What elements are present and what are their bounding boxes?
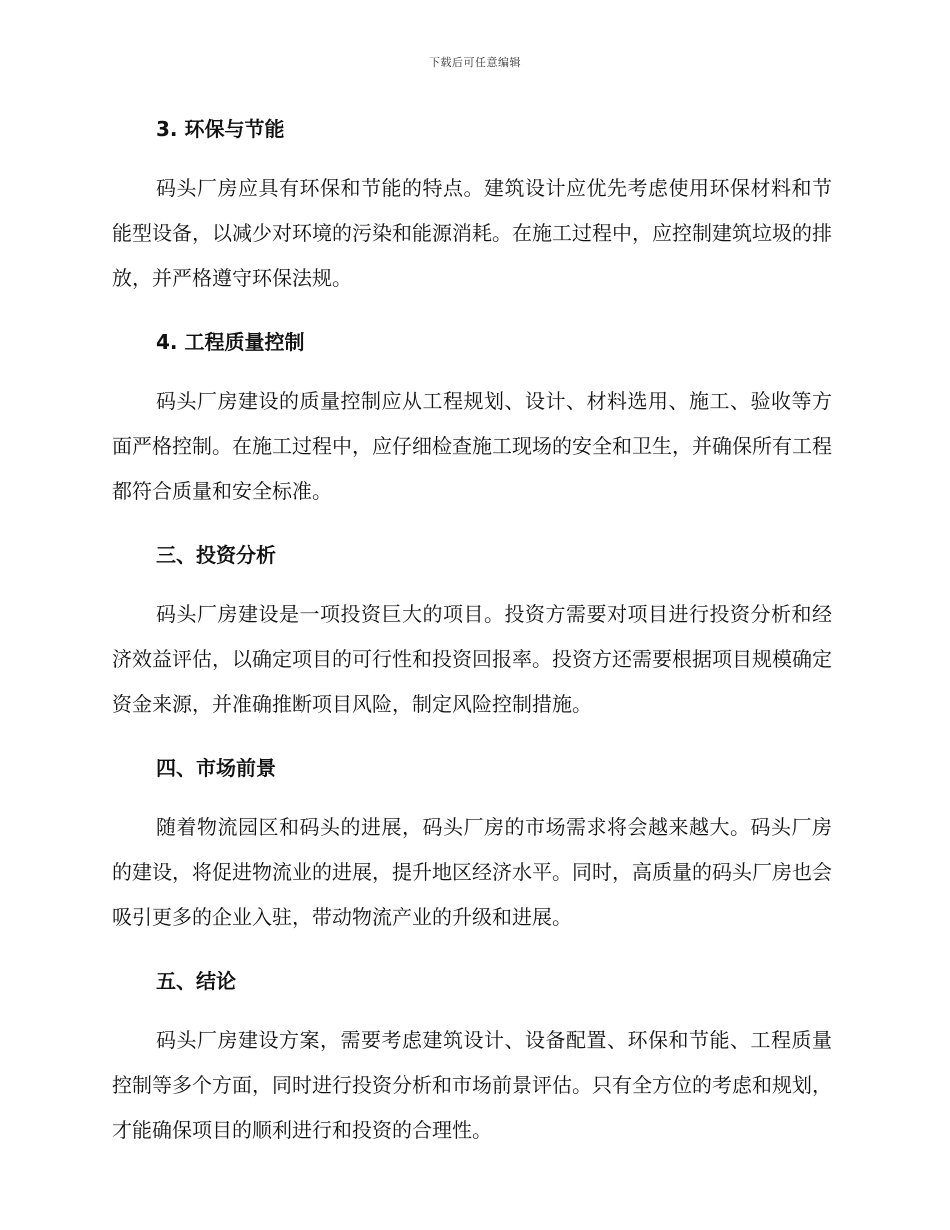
section-heading-quality-control: 4. 工程质量控制 xyxy=(156,330,305,354)
section-body-quality-control: 码头厂房建设的质量控制应从工程规划、设计、材料选用、施工、验收等方面严格控制。在施工过程中，应仔细检查施工现场的安全和卫生，并确保所有工程都符合质量和安全标准。 xyxy=(112,389,832,503)
section-body-conclusion: 码头厂房建设方案，需要考虑建筑设计、设备配置、环保和节能、工程质量控制等多个方面，同时进行投资分析和市场前景评估。只有全方位的考虑和规划，才能确保项目的顺利进行和投资的合理性。 xyxy=(112,1028,832,1142)
section-heading-environmental: 3. 环保与节能 xyxy=(156,117,285,141)
section-body-investment-analysis: 码头厂房建设是一项投资巨大的项目。投资方需要对项目进行投资分析和经济效益评估，以确定项目的可行性和投资回报率。投资方还需要根据项目规模确定资金来源，并准确推断项目风险，制定风险控制措施。 xyxy=(112,602,832,716)
section-heading-investment-analysis: 三、投资分析 xyxy=(156,543,276,567)
section-heading-market-outlook: 四、市场前景 xyxy=(156,756,276,780)
document-body xyxy=(112,112,832,1177)
section-body-environmental: 码头厂房应具有环保和节能的特点。建筑设计应优先考虑使用环保材料和节能型设备，以减少对环境的污染和能源消耗。在施工过程中，应控制建筑垃圾的排放，并严格遵守环保法规。 xyxy=(112,176,832,290)
section-body-market-outlook: 随着物流园区和码头的进展，码头厂房的市场需求将会越来越大。码头厂房的建设，将促进物流业的进展，提升地区经济水平。同时，高质量的码头厂房也会吸引更多的企业入驻，带动物流产业的升级和进展。 xyxy=(112,815,832,929)
page-header: 下载后可任意编辑 xyxy=(429,56,521,69)
section-heading-conclusion: 五、结论 xyxy=(156,969,236,993)
